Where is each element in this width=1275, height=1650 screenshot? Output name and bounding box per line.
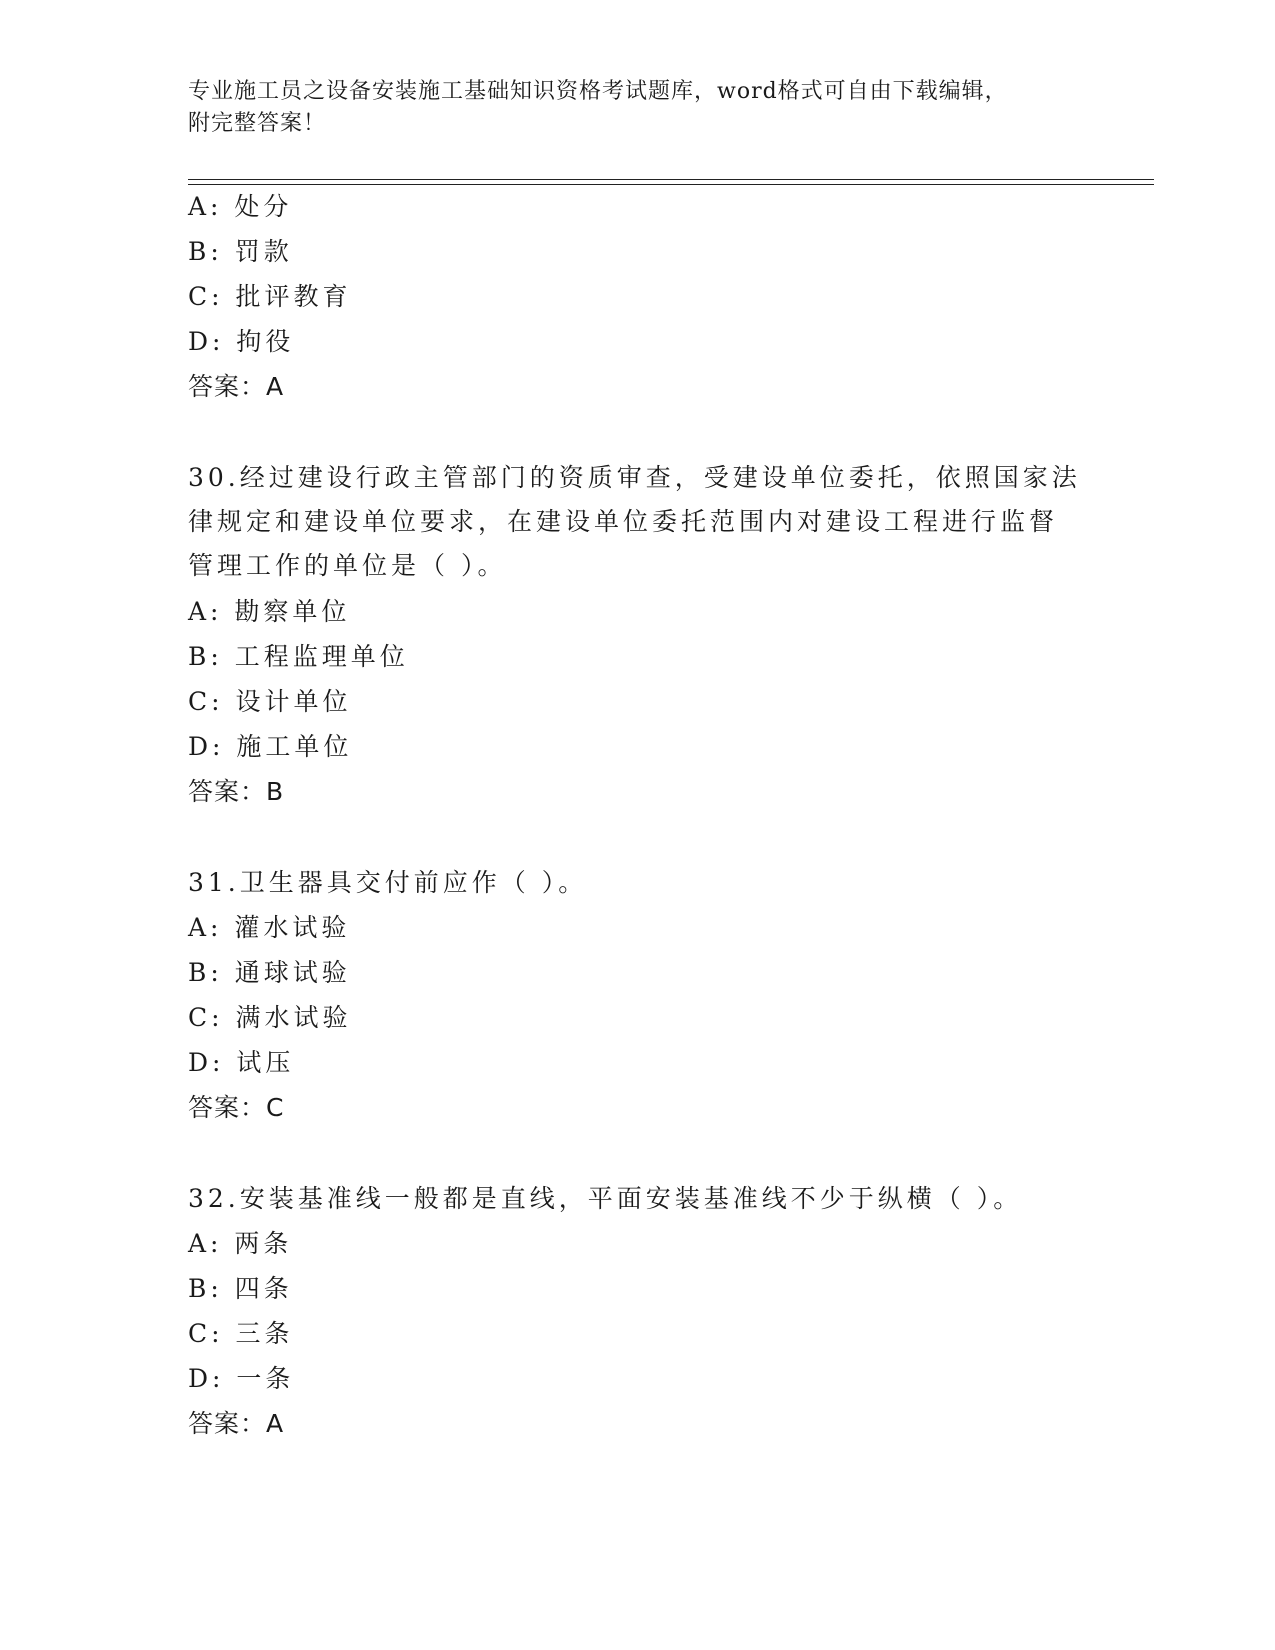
prev-option-c: C: 批评教育 xyxy=(188,282,352,311)
header-line-2: 附完整答案！ xyxy=(188,111,327,136)
q32-text-line-1: 32.安装基准线一般都是直线，平面安装基准线不少于纵横（ ）。 xyxy=(188,1184,1023,1213)
q30-text-line-3: 管理工作的单位是（ ）。 xyxy=(188,551,507,580)
q30-text-line-2: 律规定和建设单位要求，在建设单位委托范围内对建设工程进行监督 xyxy=(188,507,1059,536)
q30-option-d: D: 施工单位 xyxy=(188,732,353,761)
q30-answer: 答案：B xyxy=(188,777,285,806)
q32-option-d: D: 一条 xyxy=(188,1364,295,1393)
q31-option-a: A: 灌水试验 xyxy=(188,913,351,942)
header-line-1: 专业施工员之设备安装施工基础知识资格考试题库，word格式可自由下载编辑， xyxy=(188,79,1008,104)
prev-option-b: B: 罚款 xyxy=(188,237,293,266)
q31-option-c: C: 满水试验 xyxy=(188,1003,352,1032)
q30-text-line-1: 30.经过建设行政主管部门的资质审查，受建设单位委托，依照国家法 xyxy=(188,463,1081,492)
q30-option-c: C: 设计单位 xyxy=(188,687,352,716)
q30-option-a: A: 勘察单位 xyxy=(188,597,351,626)
q31-option-b: B: 通球试验 xyxy=(188,958,351,987)
q32-option-c: C: 三条 xyxy=(188,1319,294,1348)
q32-option-b: B: 四条 xyxy=(188,1274,293,1303)
document-header xyxy=(188,76,1068,140)
q31-option-d: D: 试压 xyxy=(188,1048,295,1077)
q32-answer: 答案：A xyxy=(188,1409,285,1438)
q32-option-a: A: 两条 xyxy=(188,1229,293,1258)
q30-option-b: B: 工程监理单位 xyxy=(188,642,409,671)
header-divider-top xyxy=(188,179,1154,180)
header-divider-bottom xyxy=(188,184,1154,185)
q31-answer: 答案：C xyxy=(188,1093,285,1122)
prev-option-d: D: 拘役 xyxy=(188,327,295,356)
q31-text-line-1: 31.卫生器具交付前应作（ ）。 xyxy=(188,868,588,897)
prev-option-a: A: 处分 xyxy=(188,192,293,221)
prev-answer: 答案：A xyxy=(188,372,285,401)
